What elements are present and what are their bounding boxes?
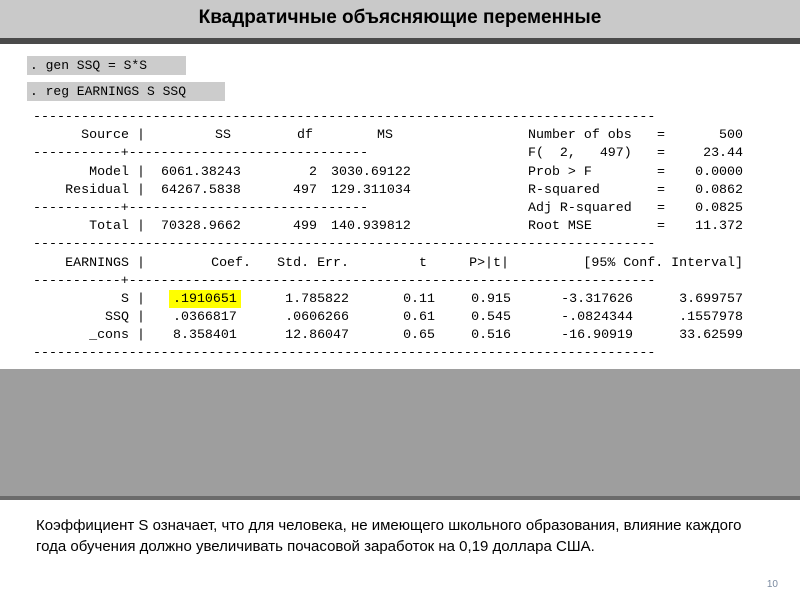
source-name: Model (89, 163, 129, 179)
header-df: df (297, 127, 313, 143)
coef-divider (33, 272, 753, 290)
ss-value: 70328.9662 (161, 218, 241, 234)
pipe: | (137, 327, 145, 343)
divider-bottom (33, 344, 753, 362)
p-value: 0.516 (471, 327, 511, 343)
se-value: 1.785822 (285, 290, 349, 306)
ci-low: -.0824344 (561, 309, 633, 325)
divider-line: -----------+------------------------------ (33, 145, 369, 161)
var-name: _cons (89, 327, 129, 343)
stat-eq: = (657, 181, 665, 197)
command-reg: . reg EARNINGS S SSQ (27, 82, 225, 101)
command-gen: . gen SSQ = S*S (27, 56, 186, 75)
header-t: t (419, 254, 427, 270)
stat-value: 0.0825 (695, 199, 743, 215)
pipe: | (137, 290, 145, 306)
divider-top (33, 108, 753, 126)
pipe: | (137, 309, 145, 325)
header-p: P>|t| (469, 254, 509, 270)
ci-high: .1557978 (679, 309, 743, 325)
stat-label: Prob > F (528, 163, 592, 179)
ss-value: 6061.38243 (161, 163, 241, 179)
ms-value: 129.311034 (331, 181, 411, 197)
coef-header (33, 254, 753, 272)
ci-low: -16.90919 (561, 327, 633, 343)
anova-divider-2 (33, 199, 753, 217)
regression-output (33, 108, 753, 363)
ci-low: -3.317626 (561, 290, 633, 306)
t-value: 0.11 (403, 290, 435, 306)
var-name: SSQ (105, 309, 129, 325)
ms-value: 140.939812 (331, 218, 411, 234)
highlighted-coef: .1910651 (169, 290, 241, 308)
stat-eq: = (657, 145, 665, 161)
df-value: 2 (309, 163, 317, 179)
coef-row-s (33, 290, 753, 308)
source-name: Total (89, 218, 129, 234)
coef-value: 8.358401 (173, 327, 237, 343)
stat-label: Number of obs (528, 127, 632, 143)
stat-eq: = (657, 163, 665, 179)
p-value: 0.545 (471, 309, 511, 325)
divider-line: -----------+------------------------------------------------------------------ (33, 272, 656, 288)
header-se: Std. Err. (277, 254, 349, 270)
coef-row-cons (33, 326, 753, 344)
stat-label: R-squared (528, 181, 600, 197)
source-name: Residual (65, 181, 129, 197)
page-number: 10 (766, 579, 778, 590)
gray-band-border (0, 496, 800, 500)
t-value: 0.65 (403, 327, 435, 343)
ci-high: 3.699757 (679, 290, 743, 306)
anova-divider (33, 144, 753, 162)
stat-value: 0.0000 (695, 163, 743, 179)
coef-row-ssq (33, 308, 753, 326)
p-value: 0.915 (471, 290, 511, 306)
se-value: .0606266 (285, 309, 349, 325)
header-coef: Coef. (211, 254, 251, 270)
title-underline (0, 38, 800, 44)
anova-row-residual (33, 181, 753, 199)
pipe: | (137, 181, 145, 197)
explanation-text: Коэффициент S означает, что для человека, не имеющего школьного образования, влияние каждого года обучения должно увеличивать почасовой заработок на 0,19 доллара США. (36, 517, 742, 555)
stat-value: 0.0862 (695, 181, 743, 197)
t-value: 0.61 (403, 309, 435, 325)
stat-label: Root MSE (528, 218, 592, 234)
anova-row-model (33, 163, 753, 181)
pipe: | (137, 127, 145, 143)
stat-eq: = (657, 218, 665, 234)
ss-value: 64267.5838 (161, 181, 241, 197)
header-source: Source (81, 127, 129, 143)
slide-title: Квадратичные объясняющие переменные (198, 7, 602, 28)
ms-value: 3030.69122 (331, 163, 411, 179)
header-ms: MS (377, 127, 393, 143)
header-depvar: EARNINGS (65, 254, 129, 270)
header-ss: SS (215, 127, 231, 143)
ci-high: 33.62599 (679, 327, 743, 343)
stat-label: F( 2, 497) (528, 145, 632, 161)
divider-line: ------------------------------------------------------------------------------ (33, 236, 656, 252)
divider-line: ------------------------------------------------------------------------------ (33, 109, 656, 124)
divider-middle (33, 235, 753, 253)
pipe: | (137, 163, 145, 179)
stat-value: 23.44 (703, 145, 743, 161)
var-name: S (121, 290, 129, 306)
stat-eq: = (657, 199, 665, 215)
divider-line: ------------------------------------------------------------------------------ (33, 345, 656, 361)
header-ci: [95% Conf. Interval] (583, 254, 743, 270)
stat-eq: = (657, 127, 665, 143)
df-value: 499 (293, 218, 317, 234)
coef-value: .0366817 (173, 309, 237, 325)
title-bar (0, 0, 800, 38)
df-value: 497 (293, 181, 317, 197)
stat-label: Adj R-squared (528, 199, 632, 215)
anova-header (33, 126, 753, 144)
anova-row-total (33, 217, 753, 235)
se-value: 12.86047 (285, 327, 349, 343)
stat-value: 500 (719, 127, 743, 143)
pipe: | (137, 218, 145, 234)
stat-value: 11.372 (695, 218, 743, 234)
gray-band (0, 369, 800, 496)
divider-line: -----------+------------------------------ (33, 199, 369, 215)
pipe: | (137, 254, 145, 270)
